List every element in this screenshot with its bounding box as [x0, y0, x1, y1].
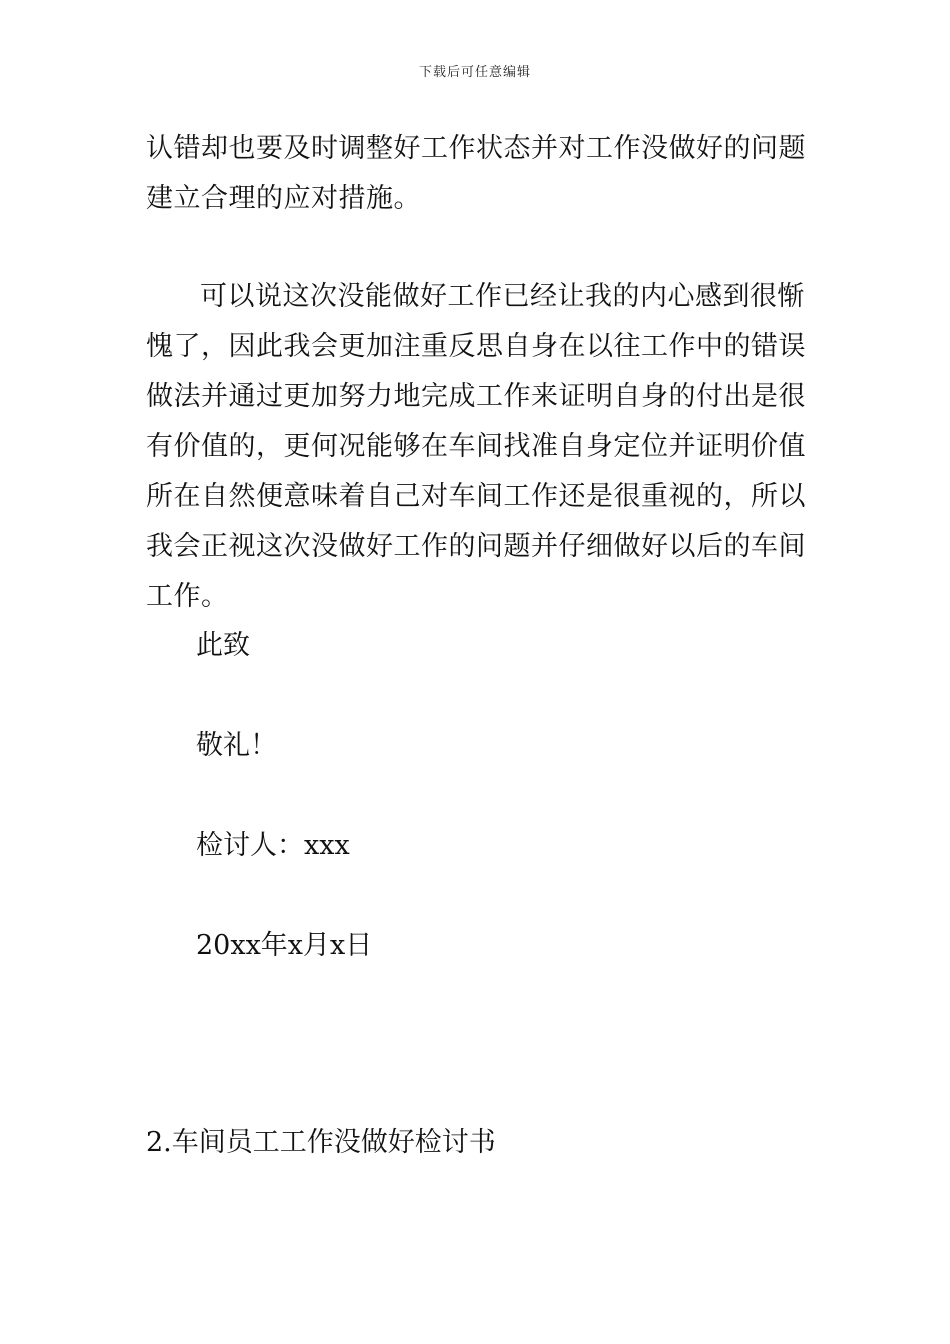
section-heading: 2.车间员工工作没做好检讨书 — [146, 1127, 496, 1158]
page-header-note: 下载后可任意编辑 — [418, 65, 531, 80]
body-paragraph-2: 可以说这次没能做好工作已经让我的内心感到很惭愧了，因此我会更加注重反思自身在以往工作中的错误做法并通过更加努力地完成工作来证明自身的付出是很有价值的，更何况能够在车间找准自身定位并证明价值所在自然便意味着自己对车间工作还是很重视的，所以我会正视这次没做好工作的问题并仔细做好以后的车间工作。 — [146, 281, 806, 612]
closing-phrase: 此致 — [196, 630, 250, 661]
salutation: 敬礼！ — [196, 730, 277, 761]
date-line: 20xx年x月x日 — [196, 930, 373, 961]
body-paragraph-1: 认错却也要及时调整好工作状态并对工作没做好的问题建立合理的应对措施。 — [146, 133, 806, 214]
signer-line: 检讨人：xxx — [196, 830, 350, 861]
